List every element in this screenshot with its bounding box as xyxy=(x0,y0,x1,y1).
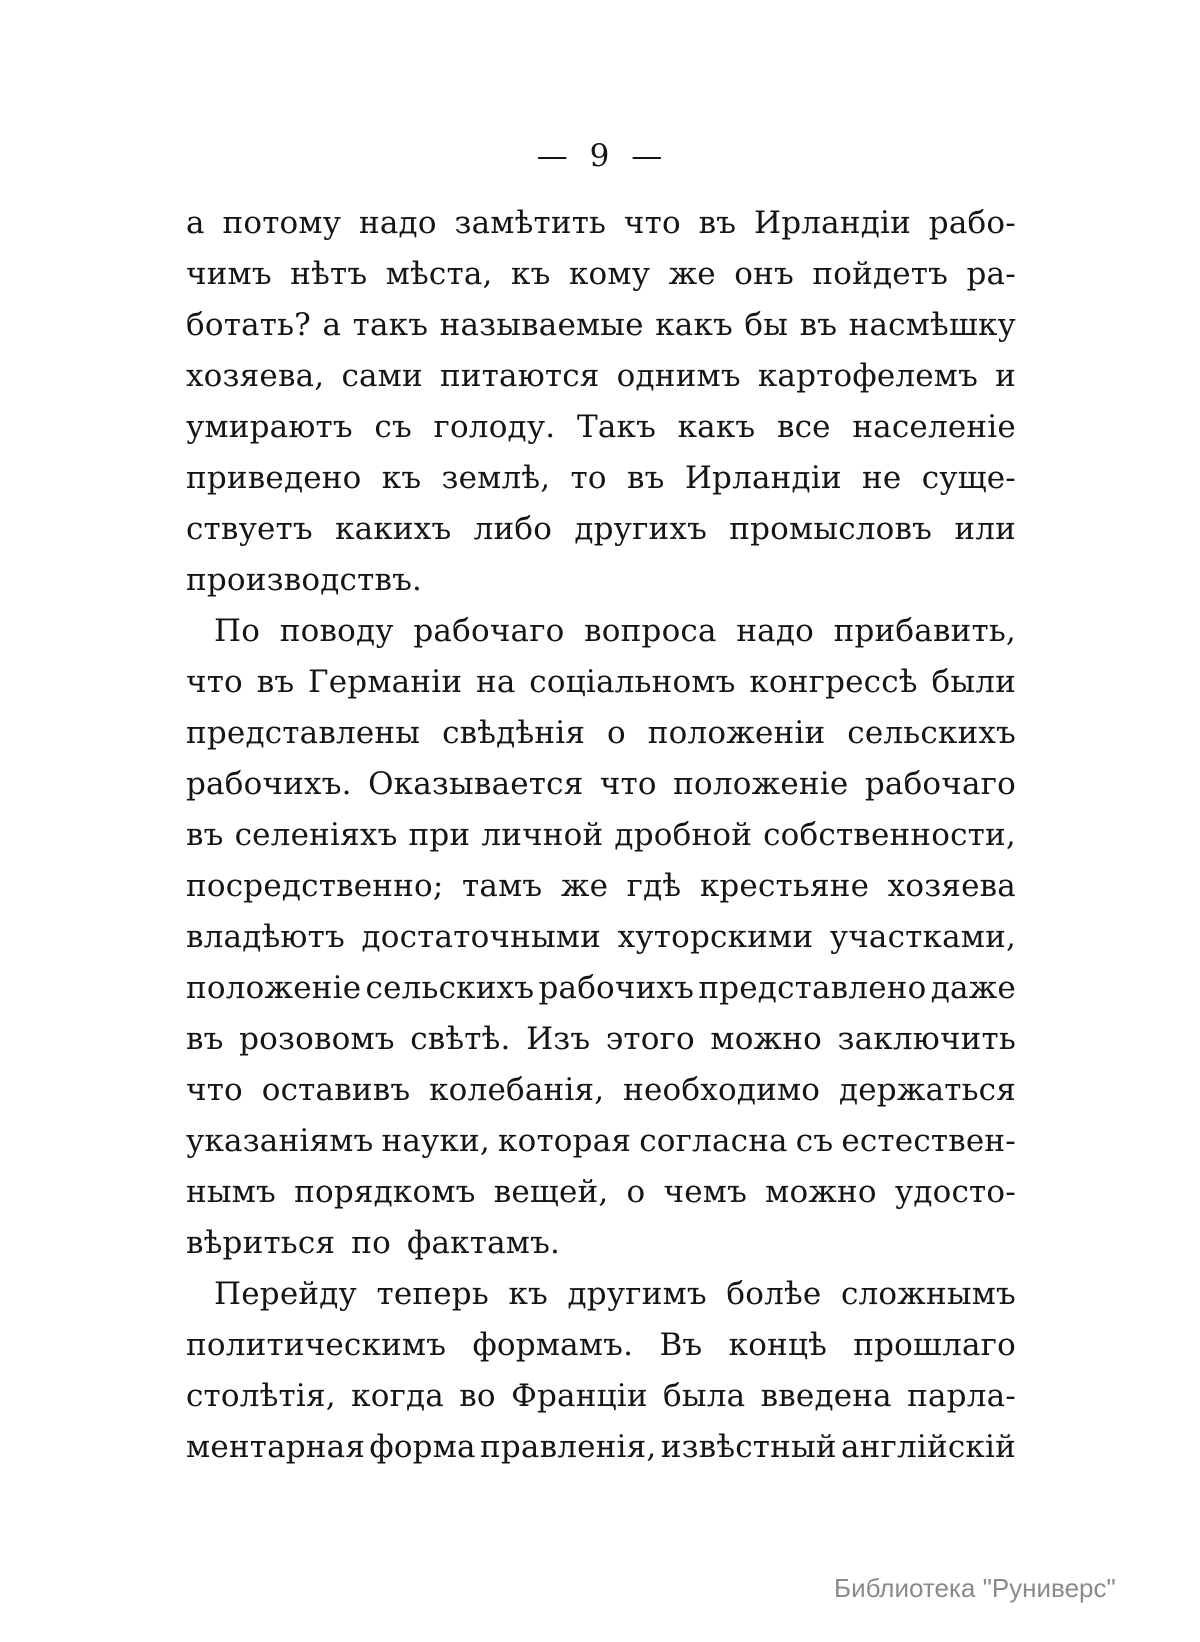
text-line: По поводу рабочаго вопроса надо прибавить, xyxy=(214,613,1016,649)
text-line: что оставивъ колебанія, необходимо держаться xyxy=(186,1072,1016,1108)
text-line: владѣютъ достаточными хуторскими участками, xyxy=(186,919,1016,955)
text-line: нымъ порядкомъ вещей, о чемъ можно удосто- xyxy=(186,1174,1016,1210)
text-line: политическимъ формамъ. Въ концѣ прошлаго xyxy=(186,1327,1016,1363)
text-line: столѣтія, когда во Франціи была введена парла- xyxy=(186,1378,1016,1414)
text-line: что въ Германіи на соціальномъ конгрессѣ были xyxy=(186,664,1016,700)
text-line: ботать? а такъ называемые какъ бы въ насмѣшку xyxy=(186,307,1016,343)
text-line: ментарная форма правленія, извѣстный англійскій xyxy=(186,1429,1016,1465)
text-line: указаніямъ науки, которая согласна съ естествен- xyxy=(186,1123,1016,1159)
library-watermark: Библиотека "Руниверс" xyxy=(834,1573,1116,1603)
text-line: умираютъ съ голоду. Такъ какъ все населеніе xyxy=(186,409,1016,445)
text-line: приведено къ землѣ, то въ Ирландіи не суще- xyxy=(186,460,1016,496)
text-line: хозяева, сами питаются однимъ картофелемъ и xyxy=(186,358,1016,394)
text-line: ствуетъ какихъ либо другихъ промысловъ или xyxy=(186,511,1016,547)
text-line: рабочихъ. Оказывается что положеніе рабочаго xyxy=(186,766,1016,802)
text-line: въ розовомъ свѣтѣ. Изъ этого можно заключить xyxy=(186,1021,1016,1057)
text-line: въ селеніяхъ при личной дробной собственности, xyxy=(186,817,1016,853)
text-line: Перейду теперь къ другимъ болѣе сложнымъ xyxy=(214,1276,1016,1312)
page-text xyxy=(186,198,1016,1473)
text-line: а потому надо замѣтить что въ Ирландіи рабо- xyxy=(186,205,1016,241)
text-line: посредственно; тамъ же гдѣ крестьяне хозяева xyxy=(186,868,1016,904)
text-line: представлены свѣдѣнія о положеніи сельскихъ xyxy=(186,715,1016,751)
text-line: чимъ нѣтъ мѣста, къ кому же онъ пойдетъ ра- xyxy=(186,256,1016,292)
text-line: вѣриться по фактамъ. xyxy=(186,1225,561,1261)
text-line: положеніе сельскихъ рабочихъ представлено даже xyxy=(186,970,1016,1006)
page-number: — 9 — xyxy=(536,138,664,174)
text-line: производствъ. xyxy=(186,562,423,598)
